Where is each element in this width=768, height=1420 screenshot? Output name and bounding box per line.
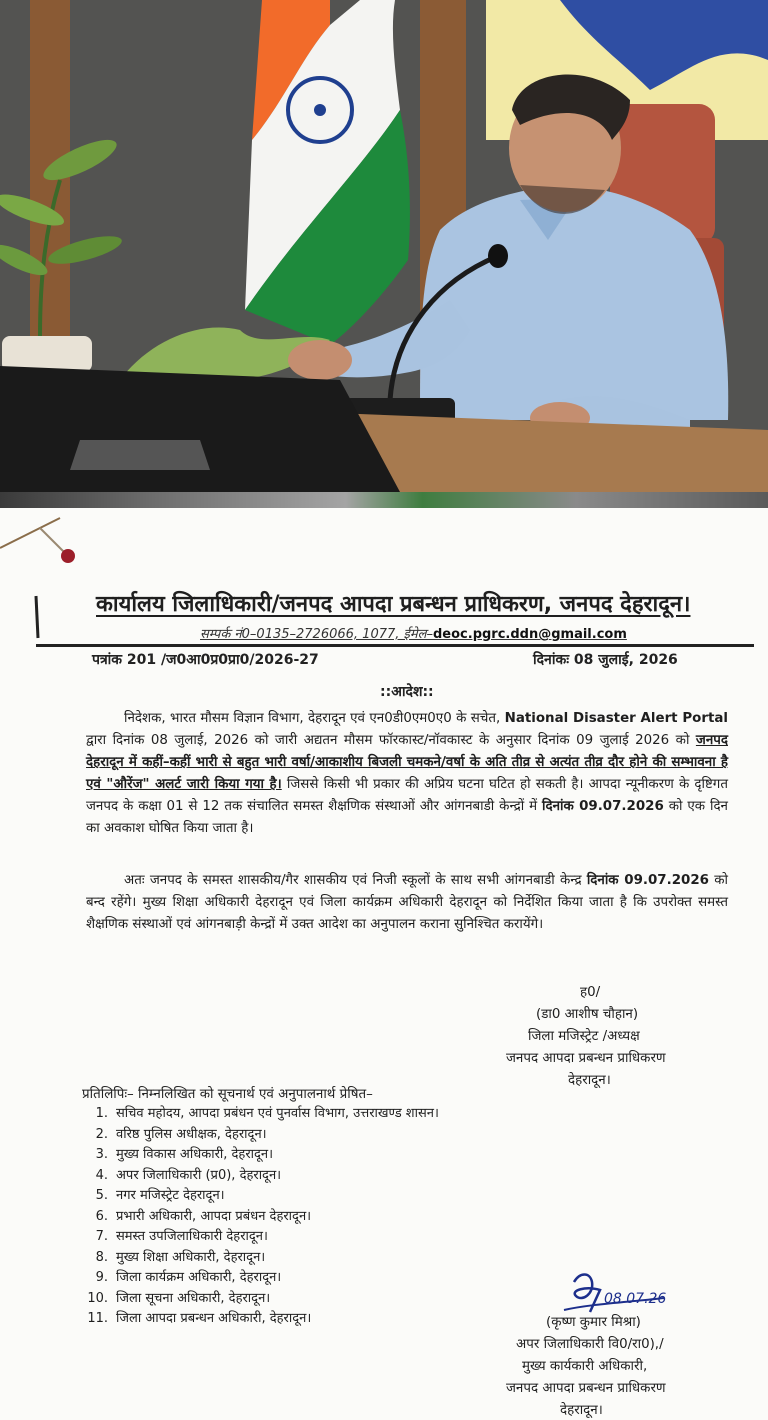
- list-item-text: नगर मजिस्ट्रेट देहरादून।: [116, 1188, 225, 1203]
- list-item-text: जिला सूचना अधिकारी, देहरादून।: [116, 1290, 271, 1306]
- list-item-number: 4.: [95, 1167, 108, 1183]
- contact-line: [200, 624, 627, 642]
- order-heading: ::आदेश::: [380, 684, 434, 700]
- reference-number: पत्रांक 201 /ज0आ0प्र0प्रा0/2026-27: [92, 652, 319, 668]
- copy-to-list: [82, 1104, 439, 1330]
- list-item: [82, 1227, 439, 1248]
- list-item: [82, 1186, 439, 1207]
- list-item: [82, 1166, 439, 1187]
- para1-holiday-date: दिनांक 09.07.2026: [542, 799, 664, 814]
- order-paragraph-1: [86, 708, 728, 840]
- meeting-photo: [0, 0, 768, 492]
- list-item: [82, 1104, 439, 1125]
- list-item-number: 3.: [95, 1147, 108, 1162]
- contact-text: सम्पर्क नं0–0135–2726066, 1077, ईमेल–: [200, 627, 433, 642]
- para1-text-b: National Disaster Alert Portal: [504, 711, 729, 726]
- signatory2-org: जनपद आपदा प्रबन्धन प्राधिकरण: [506, 1381, 666, 1396]
- list-item: [82, 1125, 439, 1146]
- office-title: कार्यालय जिलाधिकारी/जनपद आपदा प्रबन्धन प्राधिकरण, जनपद देहरादून।: [96, 592, 691, 617]
- para1-text-g: को एक दिन का अवकाश घोषित किया जाता है।: [86, 799, 728, 836]
- list-item-text: जिला आपदा प्रबन्धन अधिकारी, देहरादून।: [116, 1311, 312, 1326]
- para2-text-c: को बन्द रहेंगे। मुख्य शिक्षा अधिकारी देहरादून एवं जिला कार्यक्रम अधिकारी देहरादून को निर्देशित किया जाता है कि उपरोक्त समस्त शैक्षणिक संस्थाओं एवं आंगनबाड़ी केन्द्रों में उक्त आदेश का अनुपालन कराना सुनिश्चित करायेंगे।: [86, 873, 729, 932]
- signatory1-place: देहरादून।: [568, 1073, 611, 1088]
- corner-binder-icon: [0, 508, 120, 648]
- list-item: [82, 1309, 439, 1330]
- signatory2-role: अपर जिलाधिकारी वि0/रा0),/: [516, 1337, 664, 1352]
- signatory2-role-secondary: मुख्य कार्यकारी अधिकारी,: [522, 1359, 648, 1374]
- list-item-text: वरिष्ठ पुलिस अधीक्षक, देहरादून।: [116, 1126, 267, 1142]
- list-item-text: मुख्य विकास अधिकारी, देहरादून।: [116, 1147, 274, 1162]
- order-paragraph-2: [86, 870, 728, 936]
- signatory1-signed: ह0/: [580, 985, 601, 1000]
- list-item-text: प्रभारी अधिकारी, आपदा प्रबंधन देहरादून।: [116, 1208, 312, 1224]
- list-item-text: सचिव महोदय, आपदा प्रबंधन एवं पुनर्वास विभाग, उत्तराखण्ड शासन।: [116, 1106, 439, 1121]
- header-rule: [36, 644, 754, 647]
- list-item: [82, 1248, 439, 1269]
- list-item-number: 1.: [95, 1106, 108, 1121]
- photo-divider-stripe: [0, 492, 768, 508]
- list-item: [82, 1207, 439, 1228]
- para1-alert-text: जनपद देहरादून में कहीं–कहीं भारी से बहुत भारी वर्षा/आकाशीय बिजली चमकने/वर्षा के अति तीव्र से अत्यंत तीव्र दौर होने की सम्भावना है एवं "औरेंज" अलर्ट जारी किया गया है।: [86, 733, 728, 792]
- signatory2-date: 08.07.26: [604, 1291, 667, 1307]
- letter-date: दिनांकः 08 जुलाई, 2026: [533, 652, 678, 668]
- list-item: [82, 1268, 439, 1289]
- signatory2-place: देहरादून।: [560, 1403, 603, 1418]
- list-item-text: समस्त उपजिलाधिकारी देहरादून।: [116, 1229, 268, 1244]
- list-item-text: मुख्य शिक्षा अधिकारी, देहरादून।: [116, 1249, 266, 1265]
- list-item-number: 9.: [95, 1270, 108, 1285]
- para1-text-e: जिससे किसी भी प्रकार की अप्रिय घटना घटित हो सकती है। आपदा न्यूनीकरण के दृष्टिगत जनपद के कक्षा 01 से 12 तक संचालित समस्त शैक्षणिक संस्थाओं और आंगनबाडी केन्द्रों में: [86, 777, 728, 814]
- list-item: [82, 1289, 439, 1310]
- para2-text-a: अतः जनपद के समस्त शासकीय/गैर शासकीय एवं निजी स्कूलों के साथ सभी आंगनबाडी केन्द्र: [124, 873, 587, 888]
- list-item-text: जिला कार्यक्रम अधिकारी, देहरादून।: [116, 1270, 282, 1285]
- list-item-number: 5.: [95, 1188, 108, 1203]
- para1-text-c: द्वारा दिनांक 08 जुलाई, 2026 को जारी अद्यतन मौसम फॉरकास्ट/नॉवकास्ट के अनुसार दिनांक 09 जुलाई 2026 को: [86, 733, 696, 748]
- signatory1-name: (डा0 आशीष चौहान): [536, 1007, 639, 1022]
- meeting-photo-illustration: [0, 0, 768, 492]
- signatory1-org: जनपद आपदा प्रबन्धन प्राधिकरण: [506, 1051, 666, 1066]
- signatory1-role: जिला मजिस्ट्रेट /अध्यक्ष: [528, 1029, 640, 1044]
- list-item-text: अपर जिलाधिकारी (प्र0), देहरादून।: [116, 1167, 282, 1183]
- list-item-number: 2.: [95, 1126, 108, 1142]
- official-order-document: [0, 508, 768, 1420]
- list-item: [82, 1145, 439, 1166]
- list-item-number: 11.: [87, 1311, 108, 1326]
- signatory2-name: (कृष्ण कुमार मिश्रा): [546, 1315, 641, 1330]
- list-item-number: 6.: [95, 1208, 108, 1224]
- para2-closure-date: दिनांक 09.07.2026: [586, 873, 709, 888]
- contact-email[interactable]: deoc.pgrc.ddn@gmail.com: [433, 627, 627, 642]
- list-item-number: 7.: [95, 1229, 108, 1244]
- list-item-number: 10.: [87, 1290, 108, 1306]
- list-item-number: 8.: [95, 1249, 108, 1265]
- copy-to-heading: प्रतिलिपिः– निम्नलिखित को सूचनार्थ एवं अनुपालनार्थ प्रेषित–: [82, 1087, 373, 1102]
- para1-text-a: निदेशक, भारत मौसम विज्ञान विभाग, देहरादून एवं एन0डी0एम0ए0 के सचेत,: [124, 711, 505, 726]
